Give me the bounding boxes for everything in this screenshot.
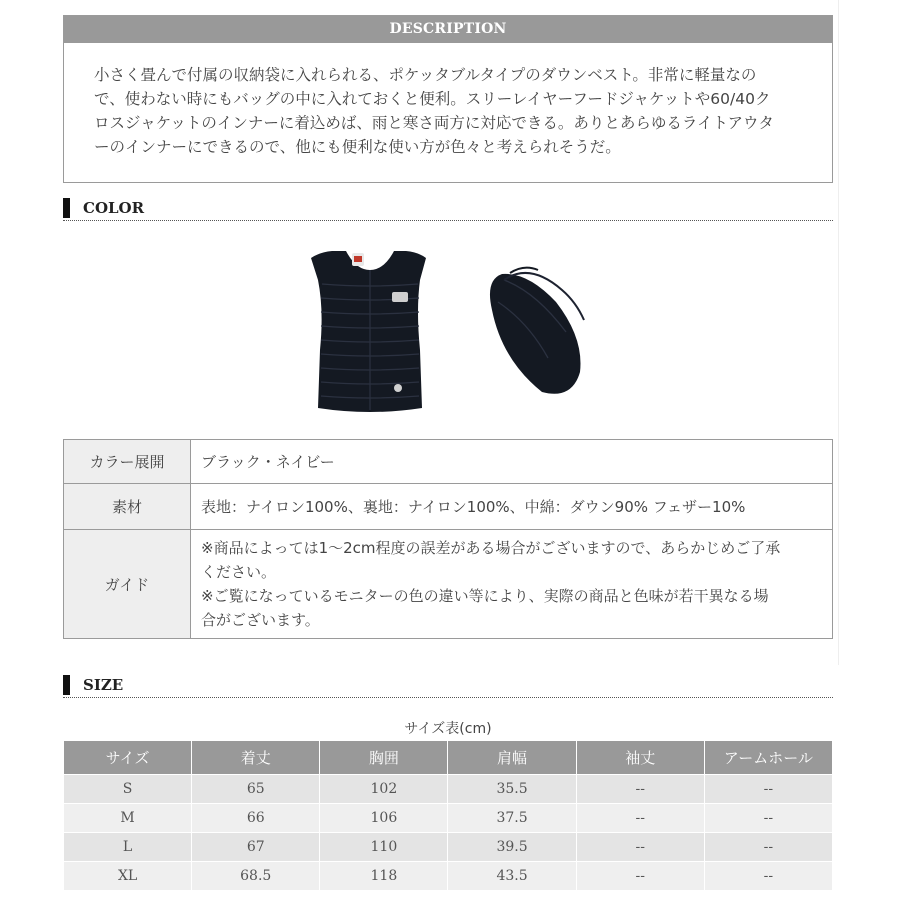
guide-line: ください。 xyxy=(201,563,277,581)
column-header: 胸囲 xyxy=(320,741,448,775)
guide-line: 合がございます。 xyxy=(201,611,320,629)
guide-line: ※商品によっては1～2cm程度の誤差がある場合がございますので、あらかじめご了承 xyxy=(201,539,781,557)
size-section-title xyxy=(63,675,833,698)
spec-key: ガイド xyxy=(64,530,191,639)
description-line: で、使わない時にもバッグの中に入れておくと便利。スリーレイヤーフードジャケットや60/40ク xyxy=(94,90,771,108)
packed-pouch-image xyxy=(490,268,584,394)
size-section-label: SIZE xyxy=(83,676,124,694)
table-cell: -- xyxy=(704,775,832,804)
table-cell: XL xyxy=(64,862,192,891)
table-row xyxy=(64,862,833,891)
table-cell: 118 xyxy=(320,862,448,891)
table-cell: -- xyxy=(704,804,832,833)
column-header: 袖丈 xyxy=(576,741,704,775)
table-cell: 35.5 xyxy=(448,775,576,804)
section-marker xyxy=(63,675,70,695)
column-header: 着丈 xyxy=(192,741,320,775)
table-row xyxy=(64,833,833,862)
size-table-header-row xyxy=(64,741,833,775)
table-cell: 66 xyxy=(192,804,320,833)
description-text xyxy=(64,43,832,159)
description-header: DESCRIPTION xyxy=(64,16,832,43)
spec-table xyxy=(63,439,833,639)
table-cell: 102 xyxy=(320,775,448,804)
table-cell: 110 xyxy=(320,833,448,862)
size-table-caption: サイズ表(cm) xyxy=(404,721,492,737)
table-row xyxy=(64,775,833,804)
description-line: ーのインナーにできるので、他にも便利な使い方が色々と考えられそうだ。 xyxy=(94,138,621,156)
size-table xyxy=(63,741,833,891)
color-section-title xyxy=(63,198,833,221)
column-header: 肩幅 xyxy=(448,741,576,775)
table-cell: -- xyxy=(576,833,704,862)
spec-row-guide xyxy=(64,530,833,639)
table-row xyxy=(64,804,833,833)
spec-value: ブラック・ネイビー xyxy=(191,440,833,484)
spec-row-material xyxy=(64,484,833,530)
table-cell: -- xyxy=(576,775,704,804)
spec-key: カラー展開 xyxy=(64,440,191,484)
down-vest-image xyxy=(311,251,426,412)
table-cell: -- xyxy=(704,862,832,891)
column-header: サイズ xyxy=(64,741,192,775)
guide-line: ※ご覧になっているモニターの色の違い等により、実際の商品と色味が若干異なる場 xyxy=(201,587,769,605)
table-cell: 67 xyxy=(192,833,320,862)
description-line: 小さく畳んで付属の収納袋に入れられる、ポケッタブルタイプのダウンベスト。非常に軽量なの xyxy=(94,66,757,84)
column-header: アームホール xyxy=(704,741,832,775)
description-box xyxy=(63,15,833,183)
product-photos xyxy=(280,240,620,420)
table-cell: -- xyxy=(704,833,832,862)
product-images xyxy=(280,240,620,420)
table-cell: 37.5 xyxy=(448,804,576,833)
spec-row-color xyxy=(64,440,833,484)
page-edge-rule xyxy=(838,0,839,665)
table-cell: 65 xyxy=(192,775,320,804)
table-cell: S xyxy=(64,775,192,804)
table-cell: 43.5 xyxy=(448,862,576,891)
table-cell: -- xyxy=(576,862,704,891)
spec-value: 表地：ナイロン100%、裏地：ナイロン100%、中綿：ダウン90% フェザー10% xyxy=(191,484,833,530)
table-cell: L xyxy=(64,833,192,862)
table-cell: 39.5 xyxy=(448,833,576,862)
table-cell: -- xyxy=(576,804,704,833)
table-cell: 106 xyxy=(320,804,448,833)
color-section-label: COLOR xyxy=(83,199,145,217)
table-cell: M xyxy=(64,804,192,833)
description-line: ロスジャケットのインナーに着込めば、雨と寒さ両方に対応できる。ありとあらゆるライトアウタ xyxy=(94,114,774,132)
spec-value xyxy=(191,530,833,639)
spec-key: 素材 xyxy=(64,484,191,530)
table-cell: 68.5 xyxy=(192,862,320,891)
section-marker xyxy=(63,198,70,218)
